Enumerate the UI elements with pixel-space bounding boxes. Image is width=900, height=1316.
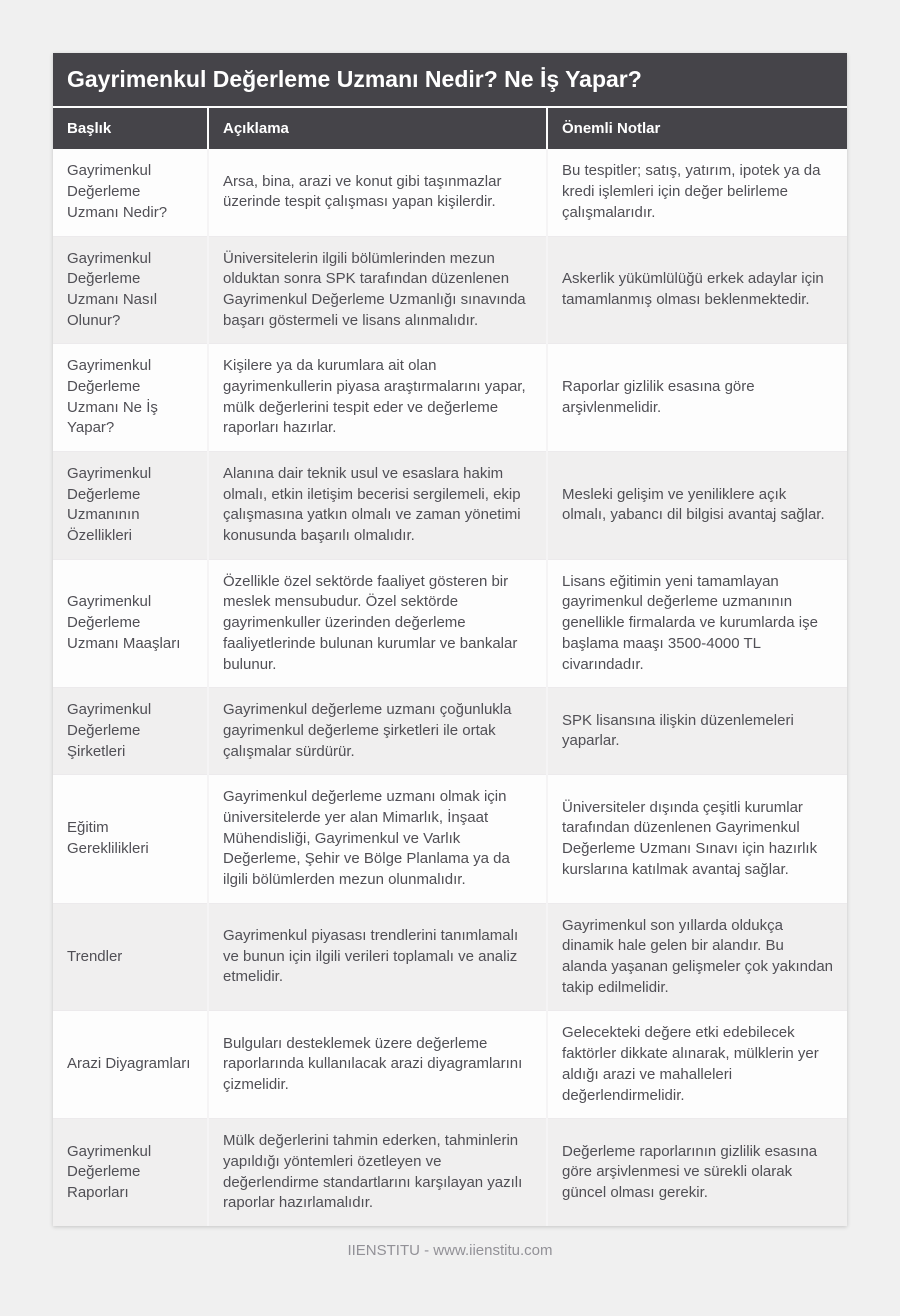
cell-aciklama: Gayrimenkul değerleme uzmanı olmak için üniversitelerde yer alan Mimarlık, İnşaat Mühendisliği, Gayrimenkul ve Varlık Değerleme, Şehir ve Bölge Planlama ya da ilgili bölümlerden mezun olunmalıdır. [208, 775, 547, 903]
cell-aciklama: Özellikle özel sektörde faaliyet gösteren bir meslek mensubudur. Özel sektörde gayrimenkuller üzerinden değerleme faaliyetlerinde bulunan kurumlar ve bankalar bulunur. [208, 559, 547, 687]
cell-notlar: Üniversiteler dışında çeşitli kurumlar tarafından düzenlenen Gayrimenkul Değerleme Uzmanı Sınavı için hazırlık kurslarına katılmak avantaj sağlar. [547, 775, 847, 903]
column-header-baslik: Başlık [53, 108, 208, 149]
article-card [53, 53, 847, 1226]
cell-notlar: Raporlar gizlilik esasına göre arşivlenmelidir. [547, 344, 847, 452]
table-row [53, 452, 847, 560]
table-row [53, 559, 847, 687]
footer-text: IIENSTITU - www.iienstitu.com [347, 1241, 553, 1259]
cell-aciklama: Arsa, bina, arazi ve konut gibi taşınmazlar üzerinde tespit çalışması yapan kişilerdir. [208, 149, 547, 236]
cell-baslik: Gayrimenkul Değerleme Raporları [53, 1119, 208, 1226]
cell-baslik: Gayrimenkul Değerleme Uzmanı Nedir? [67, 162, 168, 221]
cell-aciklama: Bulguları desteklemek üzere değerleme raporlarında kullanılacak arazi diyagramlarını çizmelidir. [208, 1011, 547, 1119]
cell-baslik: Eğitim Gereklilikleri [53, 775, 208, 903]
table-row [53, 903, 847, 1011]
table-row [53, 688, 847, 775]
cell-aciklama: Mülk değerlerini tahmin ederken, tahminlerin yapıldığı yöntemleri özetleyen ve değerlendirme standartlarını karşılayan yazılı raporlar hazırlamalıdır. [208, 1119, 547, 1226]
cell-baslik: Gayrimenkul Değerleme Uzmanı Ne İş Yapar? [53, 344, 208, 452]
table-row [53, 344, 847, 452]
table-row [53, 1119, 847, 1226]
cell-baslik: Gayrimenkul Değerleme Uzmanı Nasıl Olunur? [53, 236, 208, 344]
cell-aciklama: Gayrimenkul değerleme uzmanı çoğunlukla gayrimenkul değerleme şirketleri ile ortak çalışmalar sürdürür. [208, 688, 547, 775]
cell-baslik: Gayrimenkul Değerleme Uzmanının Özellikleri [53, 452, 208, 560]
table-row [53, 1011, 847, 1119]
table-row [53, 236, 847, 344]
cell-notlar: Gelecekteki değere etki edebilecek faktörler dikkate alınarak, mülklerin yer aldığı arazi ve mahalleleri değerlendirmelidir. [547, 1011, 847, 1119]
table-row [53, 149, 847, 236]
table-header-row [53, 108, 847, 149]
cell-baslik: Gayrimenkul Değerleme Şirketleri [53, 688, 208, 775]
column-header-aciklama: Açıklama [208, 108, 547, 149]
cell-notlar: Mesleki gelişim ve yeniliklere açık olmalı, yabancı dil bilgisi avantaj sağlar. [547, 452, 847, 560]
cell-notlar: Lisans eğitimin yeni tamamlayan gayrimenkul değerleme uzmanının genellikle firmalarda ve kurumlarda işe başlama maaşı 3500-4000 TL civarındadır. [547, 559, 847, 687]
cell-aciklama: Üniversitelerin ilgili bölümlerinden mezun olduktan sonra SPK tarafından düzenlenen Gayrimenkul Değerleme Uzmanlığı sınavında başarı göstermeli ve lisans alınmalıdır. [208, 236, 547, 344]
cell-notlar: Askerlik yükümlülüğü erkek adaylar için tamamlanmış olması beklenmektedir. [547, 236, 847, 344]
cell-notlar: SPK lisansına ilişkin düzenlemeleri yaparlar. [547, 688, 847, 775]
cell-notlar: Bu tespitler; satış, yatırım, ipotek ya da kredi işlemleri için değer belirleme çalışmalarıdır. [547, 149, 847, 236]
table-row [53, 775, 847, 903]
cell-aciklama: Gayrimenkul piyasası trendlerini tanımlamalı ve bunun için ilgili verileri toplamalı ve analiz etmelidir. [208, 903, 547, 1011]
cell-notlar: Değerleme raporlarının gizlilik esasına göre arşivlenmesi ve sürekli olarak güncel olması gerekir. [547, 1119, 847, 1226]
info-table [53, 108, 847, 1226]
cell-aciklama: Alanına dair teknik usul ve esaslara hakim olmalı, etkin iletişim becerisi sergilemeli, ekip çalışmasına yatkın olmalı ve zaman yönetimi konusunda başarılı olmalıdır. [208, 452, 547, 560]
cell-aciklama: Kişilere ya da kurumlara ait olan gayrimenkullerin piyasa araştırmalarını yapar, mülk değerlerini tespit eder ve değerleme raporları hazırlar. [208, 344, 547, 452]
cell-baslik: Arazi Diyagramları [53, 1011, 208, 1119]
column-header-onemli-notlar: Önemli Notlar [547, 108, 847, 149]
cell-baslik: Trendler [53, 903, 208, 1011]
page-title: Gayrimenkul Değerleme Uzmanı Nedir? Ne İş Yapar? [53, 53, 847, 108]
cell-notlar: Gayrimenkul son yıllarda oldukça dinamik hale gelen bir alandır. Bu alanda yaşanan gelişmeler çok yakından takip edilmelidir. [547, 903, 847, 1011]
cell-baslik: Gayrimenkul Değerleme Uzmanı Maaşları [53, 559, 208, 687]
